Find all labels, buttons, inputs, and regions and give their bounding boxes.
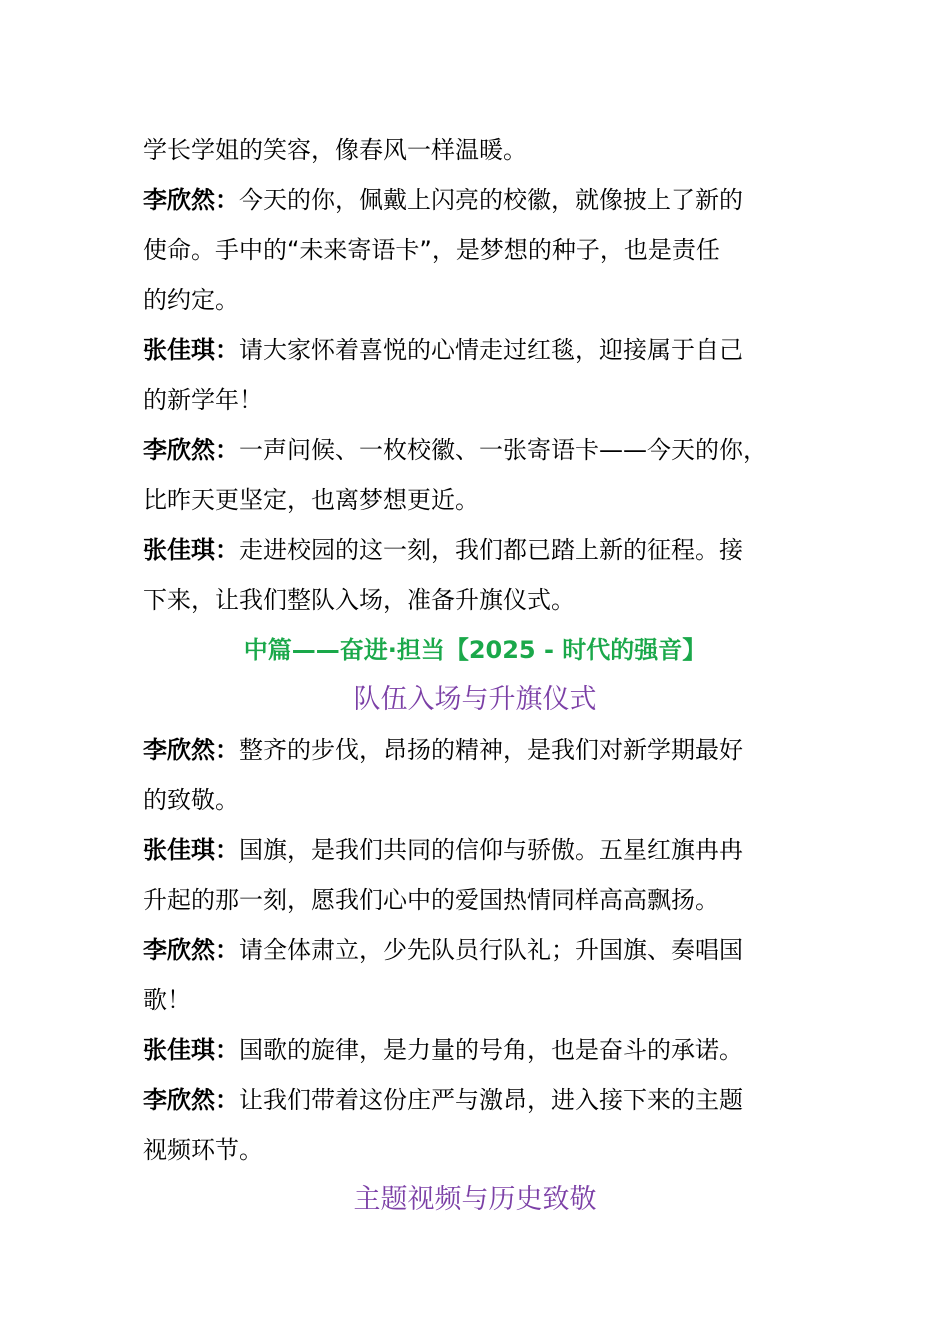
line-text: 今天的你，佩戴上闪亮的校徽，就像披上了新的 [239,186,743,214]
dialogue-line [143,325,843,375]
line-text: 使命。手中的“未来寄语卡”，是梦想的种子，也是责任 [143,236,720,264]
line-text: 国旗，是我们共同的信仰与骄傲。五星红旗冉冉 [239,836,743,864]
paragraph-line [143,775,843,825]
line-text: 学长学姐的笑容，像春风一样温暖。 [143,136,527,164]
paragraph-line [143,1125,843,1175]
dialogue-line [143,725,843,775]
line-text: 国歌的旋律，是力量的号角，也是奋斗的承诺。 [239,1036,743,1064]
speaker-name: 张佳琪： [143,536,239,564]
speaker-name: 李欣然： [143,1086,239,1114]
speaker-name: 张佳琪： [143,336,239,364]
paragraph-line [143,275,843,325]
dialogue-line [143,425,843,475]
line-text: 走进校园的这一刻，我们都已踏上新的征程。接 [239,536,743,564]
speaker-name: 李欣然： [143,186,239,214]
speaker-name: 张佳琪： [143,836,239,864]
line-text: 的致敬。 [143,786,239,814]
speaker-name: 李欣然： [143,736,239,764]
section-heading: 中篇——奋进·担当【2025 - 时代的强音】 [243,636,707,664]
sub-heading: 队伍入场与升旗仪式 [353,684,597,715]
line-text: 的约定。 [143,286,239,314]
paragraph-line [143,125,843,175]
paragraph-line [143,475,843,525]
dialogue-line [143,1075,843,1125]
paragraph-line [143,575,843,625]
dialogue-line [143,175,843,225]
line-text: 请大家怀着喜悦的心情走过红毯，迎接属于自己 [239,336,743,364]
line-text: 让我们带着这份庄严与激昂，进入接下来的主题 [239,1086,743,1114]
line-text: 歌！ [143,986,191,1014]
speaker-name: 张佳琪： [143,1036,239,1064]
paragraph-line [143,225,843,275]
line-text: 一声问候、一枚校徽、一张寄语卡——今天的你， [239,436,767,464]
speaker-name: 李欣然： [143,936,239,964]
dialogue-line [143,525,843,575]
line-text: 升起的那一刻，愿我们心中的爱国热情同样高高飘扬。 [143,886,719,914]
line-text: 下来，让我们整队入场，准备升旗仪式。 [143,586,575,614]
line-text: 的新学年！ [143,386,263,414]
speaker-name: 李欣然： [143,436,239,464]
dialogue-line [143,825,843,875]
line-text: 视频环节。 [143,1136,263,1164]
line-text: 请全体肃立，少先队员行队礼；升国旗、奏唱国 [239,936,743,964]
document-page [143,125,843,1225]
dialogue-line [143,925,843,975]
paragraph-line [143,875,843,925]
line-text: 整齐的步伐，昂扬的精神，是我们对新学期最好 [239,736,743,764]
paragraph-line [143,975,843,1025]
line-text: 比昨天更坚定，也离梦想更近。 [143,486,479,514]
paragraph-line [143,375,843,425]
sub-heading: 主题视频与历史致敬 [353,1184,597,1215]
dialogue-line [143,1025,843,1075]
